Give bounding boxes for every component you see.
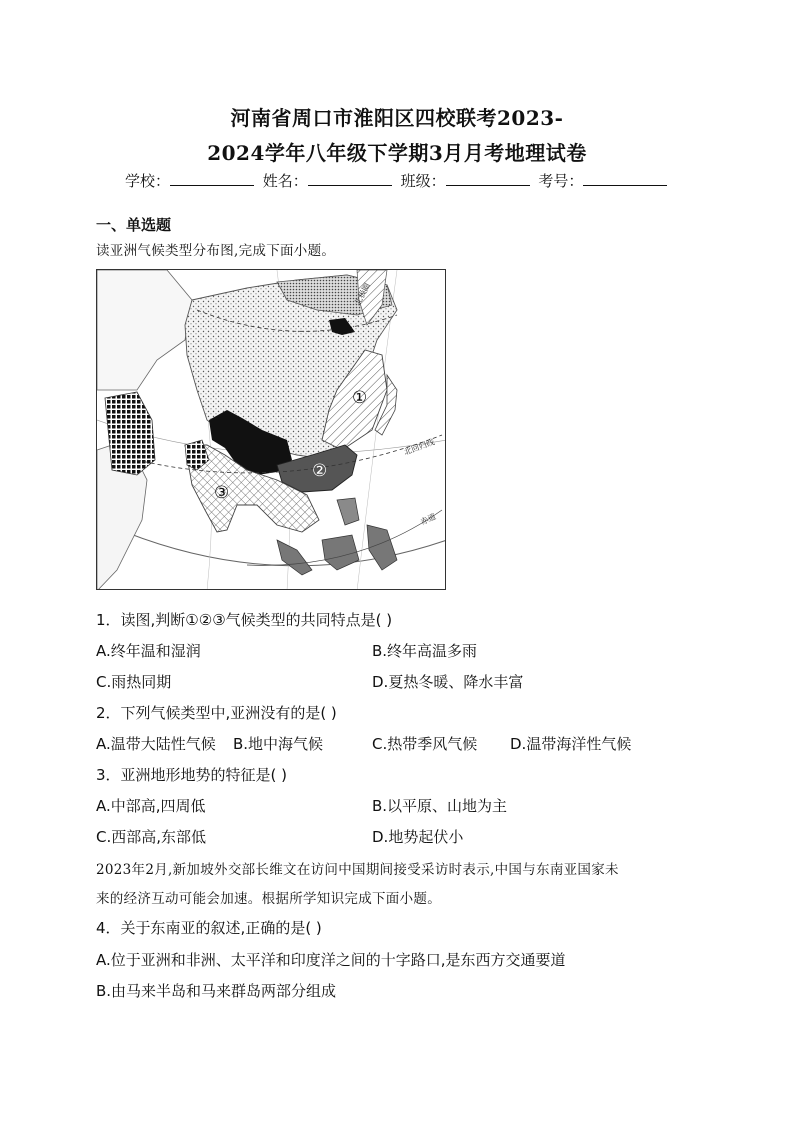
- question-4-option-b[interactable]: B.由马来半岛和马来群岛两部分组成: [96, 982, 337, 1000]
- question-3-stem: 3．亚洲地形地势的特征是( ): [96, 766, 288, 784]
- europe-landmass: [97, 270, 192, 390]
- asia-climate-map: [96, 269, 446, 590]
- question-3-option-b[interactable]: B.以平原、山地为主: [372, 797, 508, 815]
- exam-title-line2: 2024学年八年级下学期3月月考地理试卷: [207, 141, 587, 165]
- philippines-islands: [337, 498, 359, 525]
- question-2-option-a[interactable]: A.温带大陆性气候: [96, 735, 216, 753]
- question-2-option-d[interactable]: D.温带海洋性气候: [510, 735, 632, 753]
- exam-title-line1: 河南省周口市淮阳区四校联考2023-: [230, 106, 564, 130]
- question-1-option-a[interactable]: A.终年温和湿润: [96, 642, 201, 660]
- section-heading: 一、单选题: [96, 216, 172, 234]
- name-label: 姓名：: [262, 172, 308, 190]
- label-region-1: ①: [352, 388, 368, 408]
- question-4-stem: 4．关于东南亚的叙述,正确的是( ): [96, 919, 322, 937]
- intro-text-2-line2: 来的经济互动可能会加速。根据所学知识完成下面小题。: [96, 891, 441, 907]
- label-region-2: ②: [312, 461, 328, 481]
- exam-no-blank[interactable]: [583, 171, 667, 186]
- question-3-option-c[interactable]: C.西部高,东部低: [96, 828, 207, 846]
- class-label: 班级：: [400, 172, 446, 190]
- class-blank[interactable]: [446, 171, 530, 186]
- question-4-option-a[interactable]: A.位于亚洲和非洲、太平洋和印度洋之间的十字路口,是东西方交通要道: [96, 951, 566, 969]
- question-3-option-d[interactable]: D.地势起伏小: [372, 828, 464, 846]
- exam-no-label: 考号：: [538, 172, 584, 190]
- asia-climate-map-svg: [97, 270, 446, 590]
- question-1-option-c[interactable]: C.雨热同期: [96, 673, 172, 691]
- question-2-option-b[interactable]: B.地中海气候: [233, 735, 324, 753]
- question-2-option-c[interactable]: C.热带季风气候: [372, 735, 478, 753]
- tropical-rainforest-east: [367, 525, 397, 570]
- intro-text-2-line1: 2023年2月,新加坡外交部长维文在访问中国期间接受采访时表示,中国与东南亚国家未: [96, 862, 619, 878]
- question-3-option-a[interactable]: A.中部高,四周低: [96, 797, 206, 815]
- label-arctic-circle: 北极圈: [352, 281, 373, 307]
- student-info-row: [125, 170, 671, 191]
- question-1-option-d[interactable]: D.夏热冬暖、降水丰富: [372, 673, 524, 691]
- intro-text-1: 读亚洲气候类型分布图,完成下面小题。: [96, 243, 336, 259]
- question-2-stem: 2．下列气候类型中,亚洲没有的是( ): [96, 704, 337, 722]
- school-label: 学校：: [125, 172, 171, 190]
- label-tropic: 北回归线: [402, 437, 436, 457]
- question-1-option-b[interactable]: B.终年高温多雨: [372, 642, 478, 660]
- label-region-3: ③: [214, 483, 230, 503]
- label-equator: 赤道: [419, 511, 438, 527]
- name-blank[interactable]: [308, 171, 392, 186]
- school-blank[interactable]: [170, 171, 254, 186]
- question-1-stem: 1．读图,判断①②③气候类型的共同特点是( ): [96, 611, 393, 629]
- tropical-rainforest-sumatra: [277, 540, 312, 575]
